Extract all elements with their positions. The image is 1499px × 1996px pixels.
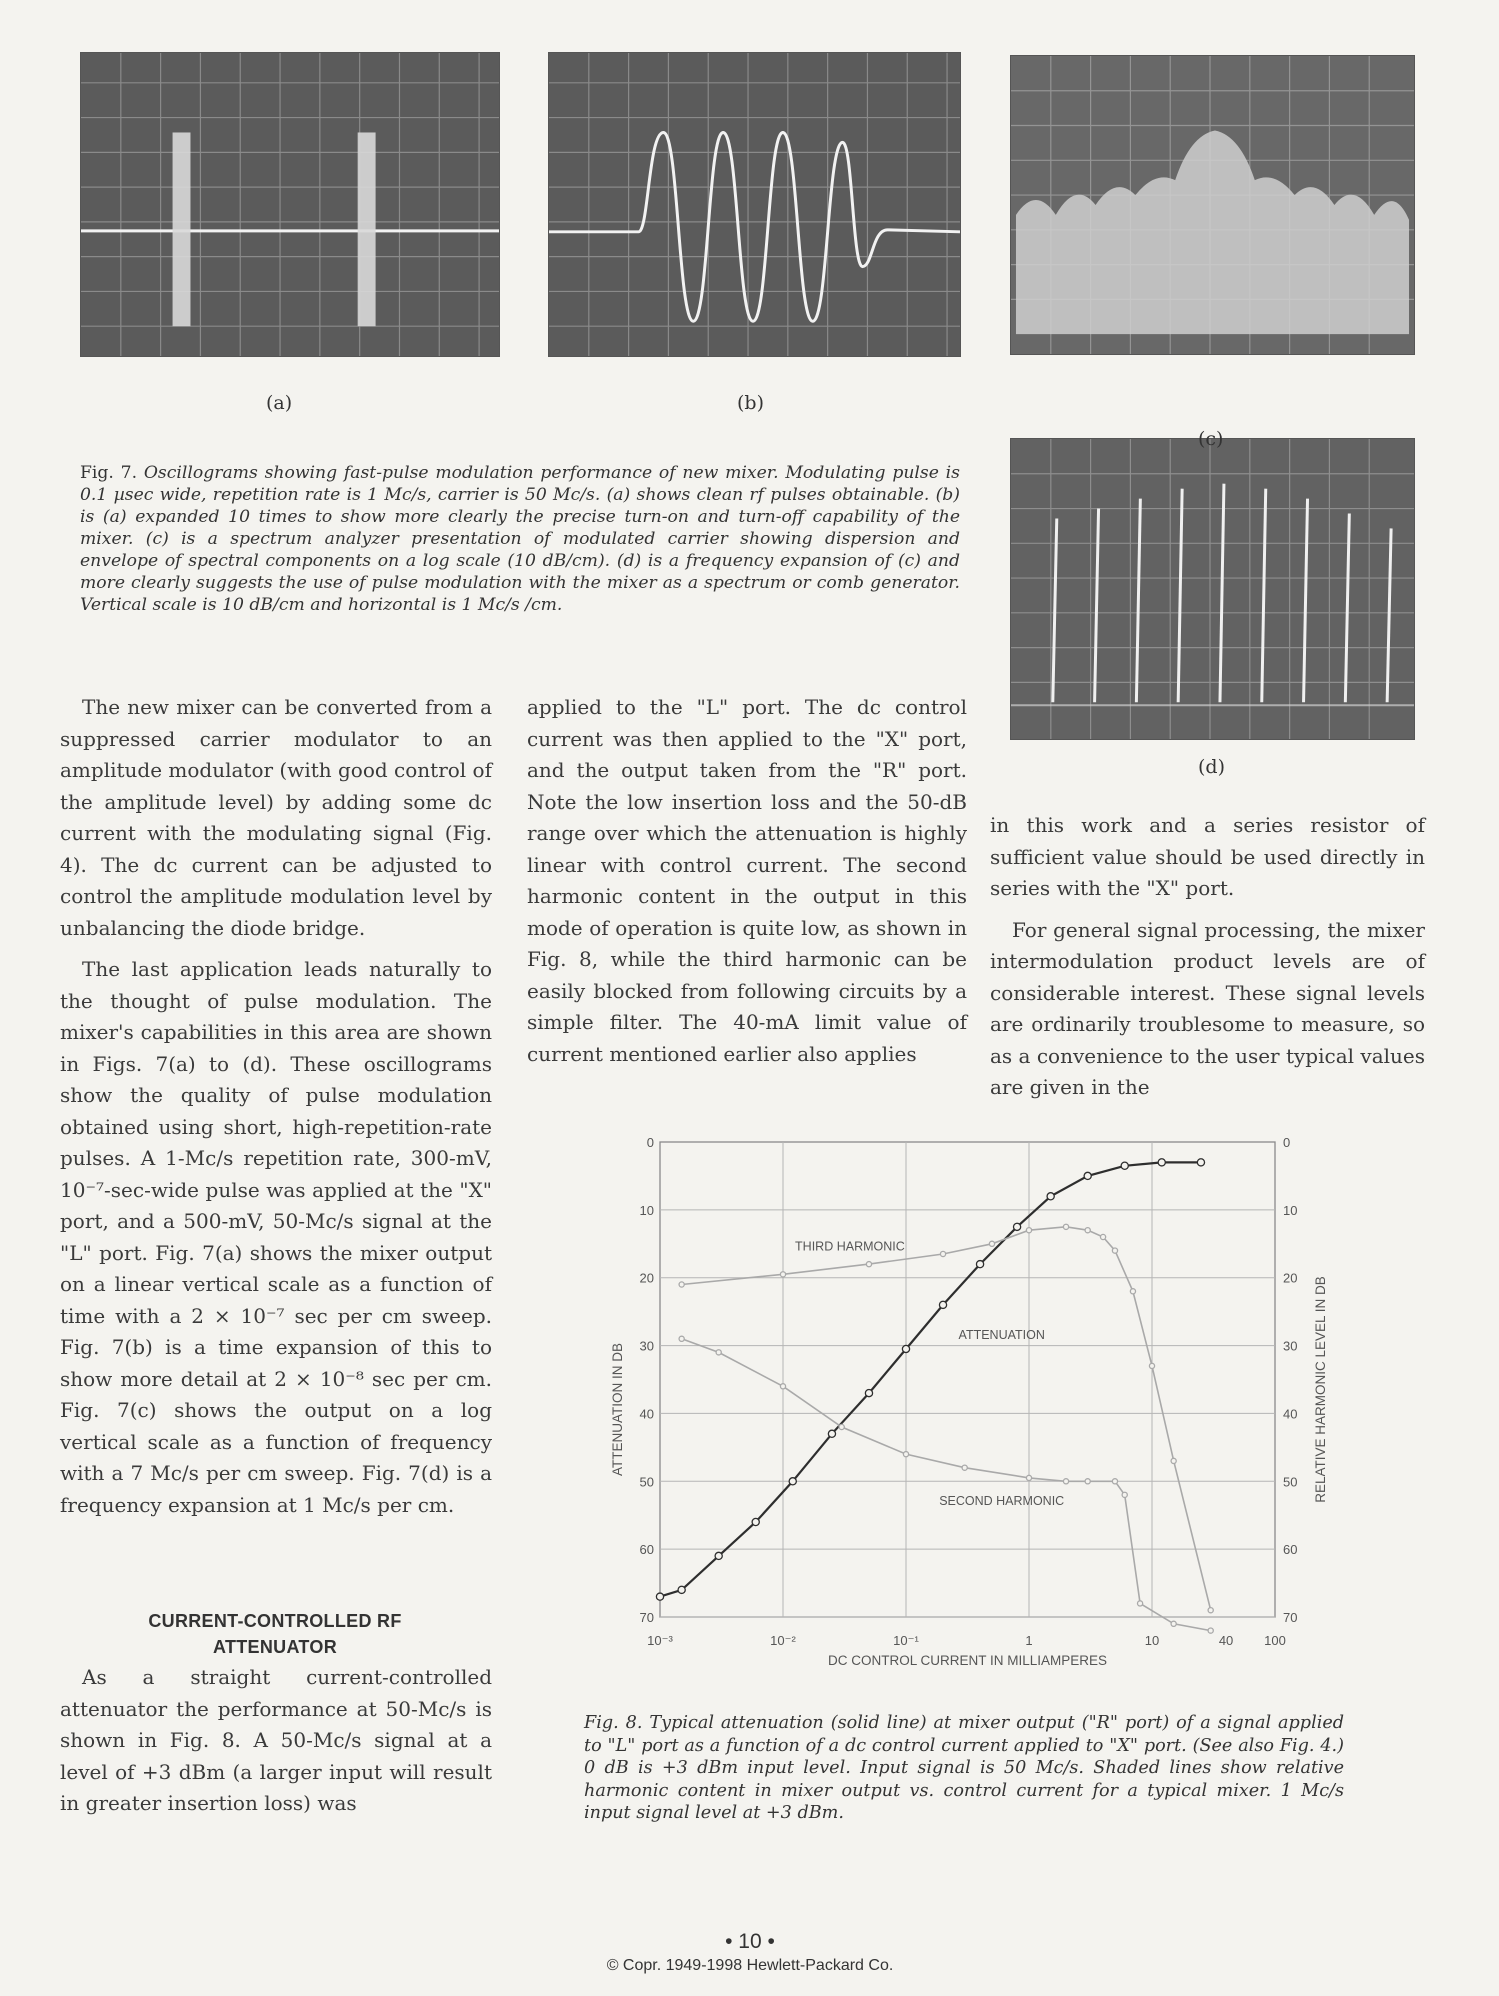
series-label: THIRD HARMONIC [795,1239,905,1254]
section-heading: CURRENT-CONTROLLED RF ATTENUATOR [148,1611,402,1657]
y-tick-label-left: 40 [639,1406,654,1422]
y-tick-label-left: 10 [639,1202,654,1218]
attenuation-line [660,1162,1201,1596]
attenuation-point [715,1552,722,1559]
y-tick-label-left: 60 [639,1542,654,1558]
y-tick-label-right: 30 [1283,1338,1298,1354]
third-harmonic-point [1085,1228,1090,1233]
second-harmonic-point [1171,1621,1176,1626]
column-1-continued [60,1662,492,1820]
column-2 [527,692,967,1070]
y-tick-label-right: 0 [1283,1135,1291,1150]
paragraph-series-resistor: in this work and a series resistor of sufficient value should be used directly in series with the "X" port. [990,813,1425,900]
oscillogram-a [80,52,500,357]
y-tick-label-right: 60 [1283,1542,1298,1558]
panel-label-d: (d) [1198,756,1225,778]
y-tick-label-left: 20 [639,1270,654,1286]
paragraph-am-modulator: The new mixer can be converted from a suppressed carrier modulator to an amplitude modulator (with good control of the amplitude level) by adding some dc current with the modulating signal (Fig. 4). The dc current can be adjusted to control the amplitude modulation level by unbalancing the diode bridge. [60,695,493,940]
attenuation-point [1084,1172,1091,1179]
second-harmonic-point [1122,1492,1127,1497]
second-harmonic-point [780,1384,785,1389]
plot-frame [660,1142,1275,1617]
paragraph-attenuator-cont: applied to the "L" port. The dc control current was then applied to the "X" port, and the output taken from the "R" port. Note the low insertion loss and the 50-dB range over which the attenuation is highly linear with control current. The second harmonic content in the output in this mode of operation is quite low, as shown in Fig. 8, while the third harmonic can be easily blocked from following circuits by a simple filter. The 40-mA limit value of current mentioned earlier also applies [527,695,967,1066]
second-harmonic-point [1026,1475,1031,1480]
oscillogram-c [1010,55,1415,355]
attenuation-point [1013,1223,1020,1230]
y-tick-label-right: 50 [1283,1474,1298,1490]
oscillogram-b [548,52,961,357]
second-harmonic-point [1063,1479,1068,1484]
paragraph-intermodulation: For general signal processing, the mixer intermodulation product levels are of considerable interest. These signal levels are ordinarily troublesome to measure, so as a convenience to the user typical values are given in the [990,917,1425,1099]
third-harmonic-point [1208,1608,1213,1613]
third-harmonic-point [1112,1248,1117,1253]
x-axis-title: DC CONTROL CURRENT IN MILLIAMPERES [827,1653,1108,1668]
second-harmonic-point [1208,1628,1213,1633]
second-harmonic-point [903,1452,908,1457]
attenuation-point [828,1430,835,1437]
attenuation-point [656,1593,663,1600]
x-tick-label: 10⁻¹ [893,1633,919,1648]
second-harmonic-point [679,1336,684,1341]
third-harmonic-line [682,1227,1211,1610]
x-tick-label: 1 [1025,1633,1033,1648]
attenuation-point [939,1301,946,1308]
third-harmonic-point [866,1262,871,1267]
attenuation-point [1197,1159,1204,1166]
second-harmonic-point [1137,1601,1142,1606]
second-harmonic-point [1112,1479,1117,1484]
third-harmonic-point [1149,1363,1154,1368]
y-axis-title-left: ATTENUATION IN DB [610,1342,625,1477]
panel-label-a: (a) [266,392,293,414]
figure-7-number: Fig. 7. [80,463,138,483]
column-1 [60,692,492,1521]
third-harmonic-point [989,1241,994,1246]
y-tick-label-right: 10 [1283,1202,1298,1218]
figure-8-caption: Fig. 8. Typical attenuation (solid line) at mixer output ("R" port) of a signal applied to "L" port as a function of a dc control current applied to "X" port. (See also Fig. 4.) 0 dB is +3 dBm input level. Input signal is 50 Mc/s. Shaded lines show relative harmonic content in mixer output vs. control current for a typical mixer. 1 Mc/s input signal level at +3 dBm. [584,1713,1344,1823]
y-axis-title-right: RELATIVE HARMONIC LEVEL IN DB [1313,1276,1328,1503]
y-tick-label-right: 20 [1283,1270,1298,1286]
series-label: SECOND HARMONIC [939,1494,1065,1509]
second-harmonic-point [1085,1479,1090,1484]
y-tick-label-left: 70 [639,1610,654,1625]
column-3 [990,810,1425,1104]
attenuation-point [752,1518,759,1525]
third-harmonic-point [1171,1458,1176,1463]
second-harmonic-point [962,1465,967,1470]
second-harmonic-line [682,1339,1211,1631]
attenuation-point [789,1478,796,1485]
third-harmonic-point [1026,1228,1031,1233]
third-harmonic-point [1130,1289,1135,1294]
y-tick-label-left: 50 [639,1474,654,1490]
paragraph-attenuator: As a straight current-controlled attenuator the performance at 50-Mc/s is shown in Fig. 8. A 50-Mc/s signal at a level of +3 dBm (a larger input will result in greater insertion loss) was [60,1665,492,1815]
attenuation-chart-svg [595,1120,1340,1680]
attenuation-point [1047,1193,1054,1200]
panel-label-b: (b) [737,392,764,414]
y-tick-label-right: 70 [1283,1610,1298,1625]
third-harmonic-point [1100,1234,1105,1239]
figure-8-chart [595,1120,1340,1680]
paragraph-pulse-modulation: The last application leads naturally to the thought of pulse modulation. The mixer's capabilities in this area are shown in Figs. 7(a) to (d). These oscillograms show the quality of pulse modulation obtained using short, high-repetition-rate pulses. A 1-Mc/s repetition rate, 300-mV, 10⁻⁷-sec-wide pulse was applied at the "X" port, and a 500-mV, 50-Mc/s signal at the "L" port. Fig. 7(a) shows the mixer output on a linear vertical scale as a function of time with a 2 × 10⁻⁷ sec per cm sweep. Fig. 7(b) is a time expansion of this to show more detail at 2 × 10⁻⁸ sec per cm. Fig. 7(c) shows the output on a log vertical scale as a function of frequency with a 7 Mc/s per cm sweep. Fig. 7(d) is a frequency expansion at 1 Mc/s per cm. [60,957,492,1517]
x-tick-label: 40 [1218,1633,1234,1648]
y-tick-label-right: 40 [1283,1406,1298,1422]
third-harmonic-point [1063,1224,1068,1229]
third-harmonic-point [679,1282,684,1287]
figure-7-caption [80,462,960,616]
oscillogram-d [1010,438,1415,740]
attenuation-point [865,1389,872,1396]
x-tick-label: 100 [1264,1633,1286,1648]
attenuation-point [1158,1159,1165,1166]
attenuation-point [902,1345,909,1352]
attenuation-point [1121,1162,1128,1169]
attenuation-point [678,1586,685,1593]
third-harmonic-point [780,1272,785,1277]
series-label: ATTENUATION [958,1327,1045,1342]
copyright-notice: © Copr. 1949-1998 Hewlett-Packard Co. [606,1957,894,1974]
page-number: • 10 • [725,1930,775,1953]
second-harmonic-point [716,1350,721,1355]
figure-7-caption-text: Oscillograms showing fast-pulse modulation performance of new mixer. Modulating pulse is 0.1 µsec wide, repetition rate is 1 Mc/s, carrier is 50 Mc/s. (a) shows clean rf pulses obtainable. (b) is (a) expanded 10 times to show more clearly the precise turn-on and turn-off capability of the mixer. (c) is a spectrum analyzer presentation of modulated carrier showing dispersion and envelope of spectral components on a log scale (10 dB/cm). (d) is a frequency expansion of (c) and more clearly suggests the use of pulse modulation with the mixer as a spectrum or comb generator. Vertical scale is 10 dB/cm and horizontal is 1 Mc/s /cm. [80,463,960,615]
y-tick-label-left: 0 [646,1135,654,1150]
x-tick-label: 10 [1144,1633,1160,1648]
panel-label-c: (c) [1198,428,1224,450]
attenuation-point [976,1261,983,1268]
y-tick-label-left: 30 [639,1338,654,1354]
x-tick-label: 10⁻² [770,1633,796,1648]
third-harmonic-point [940,1251,945,1256]
second-harmonic-point [839,1424,844,1429]
x-tick-label: 10⁻³ [647,1633,673,1648]
